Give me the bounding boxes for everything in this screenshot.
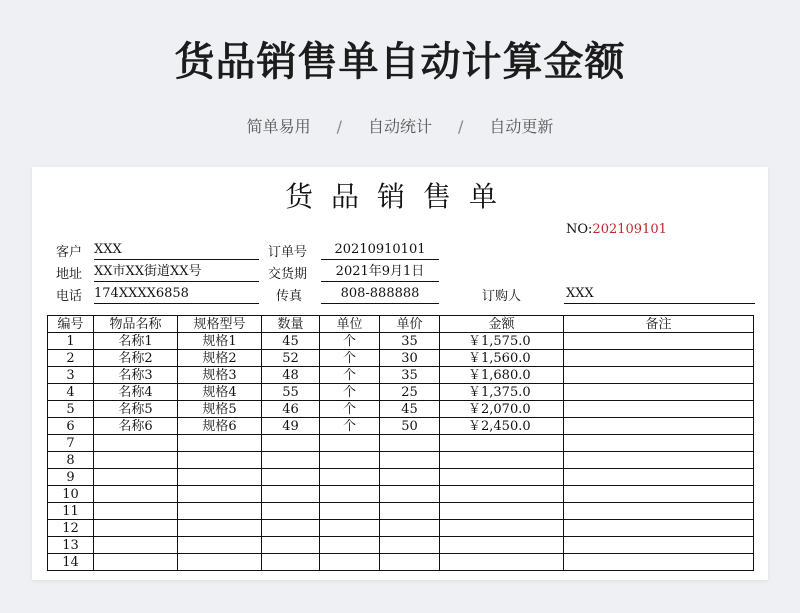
cell-quantity[interactable]: 55 [262,384,320,401]
table-row [48,503,754,520]
cell-quantity[interactable] [262,537,320,554]
cell-item-name[interactable] [94,469,178,486]
table-row [48,520,754,537]
cell-remarks[interactable] [564,503,754,520]
fax-label: 传真 [276,289,303,304]
cell-unit-price[interactable]: 45 [380,401,440,418]
cell-spec[interactable] [178,537,262,554]
cell-unit-price[interactable] [380,486,440,503]
delivery-date-value[interactable]: 2021年9月1日 [321,263,439,282]
cell-unit-price[interactable] [380,435,440,452]
table-row [48,418,754,435]
phone-label: 电话 [56,289,83,304]
cell-unit-price[interactable]: 35 [380,333,440,350]
cell-unit-price[interactable] [380,503,440,520]
cell-unit[interactable]: 个 [320,418,380,435]
cell-amount[interactable]: ￥1,575.0 [440,333,564,350]
table-row [48,401,754,418]
cell-quantity[interactable] [262,503,320,520]
cell-remarks[interactable] [564,554,754,571]
cell-spec[interactable] [178,469,262,486]
cell-no: 12 [48,520,94,537]
cell-spec[interactable]: 规格4 [178,384,262,401]
table-row [48,554,754,571]
address-label: 地址 [56,267,83,282]
cell-amount[interactable] [440,520,564,537]
cell-no: 13 [48,537,94,554]
header-no: 编号 [48,316,94,333]
customer-label: 客户 [56,245,83,260]
cell-spec[interactable]: 规格6 [178,418,262,435]
cell-amount[interactable] [440,486,564,503]
cell-spec[interactable] [178,486,262,503]
cell-spec[interactable]: 规格2 [178,350,262,367]
cell-quantity[interactable] [262,452,320,469]
cell-unit[interactable]: 个 [320,384,380,401]
cell-unit[interactable] [320,435,380,452]
header-amount: 金额 [440,316,564,333]
cell-spec[interactable] [178,503,262,520]
cell-spec[interactable] [178,452,262,469]
address-value[interactable]: XX市XX街道XX号 [94,263,259,282]
feature-separator: / [336,117,342,136]
cell-remarks[interactable] [564,384,754,401]
cell-quantity[interactable]: 48 [262,367,320,384]
items-body [48,333,754,571]
cell-remarks[interactable] [564,367,754,384]
cell-no: 7 [48,435,94,452]
cell-quantity[interactable]: 45 [262,333,320,350]
feature-easy-to-use: 简单易用 [246,117,311,136]
cell-spec[interactable]: 规格3 [178,367,262,384]
cell-unit[interactable] [320,469,380,486]
cell-item-name[interactable] [94,537,178,554]
feature-separator: / [458,117,464,136]
cell-no: 11 [48,503,94,520]
cell-amount[interactable] [440,503,564,520]
cell-unit-price[interactable] [380,469,440,486]
phone-value[interactable]: 174XXXX6858 [94,285,259,304]
cell-unit[interactable] [320,537,380,554]
table-row [48,452,754,469]
cell-quantity[interactable]: 46 [262,401,320,418]
header-remarks: 备注 [564,316,754,333]
cell-remarks[interactable] [564,350,754,367]
cell-unit[interactable]: 个 [320,350,380,367]
delivery-date-label: 交货期 [268,267,308,282]
cell-remarks[interactable] [564,452,754,469]
cell-unit[interactable] [320,520,380,537]
feature-auto-statistics: 自动统计 [367,117,432,136]
table-row [48,367,754,384]
cell-item-name[interactable] [94,452,178,469]
cell-quantity[interactable] [262,520,320,537]
cell-unit-price[interactable]: 25 [380,384,440,401]
cell-unit[interactable]: 个 [320,333,380,350]
cell-no: 9 [48,469,94,486]
cell-item-name[interactable] [94,554,178,571]
cell-amount[interactable] [440,452,564,469]
cell-amount[interactable]: ￥2,450.0 [440,418,564,435]
page-title: 货品销售单自动计算金额 [174,39,626,85]
cell-item-name[interactable]: 名称3 [94,367,178,384]
header-unit: 单位 [320,316,380,333]
sheet-title: 货品销售单 [284,180,515,213]
table-row [48,537,754,554]
header-item-name: 物品名称 [94,316,178,333]
cell-amount[interactable] [440,469,564,486]
items-table [47,315,754,571]
cell-item-name[interactable]: 名称2 [94,350,178,367]
cell-no: 6 [48,418,94,435]
cell-no: 3 [48,367,94,384]
cell-amount[interactable] [440,554,564,571]
cell-no: 4 [48,384,94,401]
header-quantity: 数量 [262,316,320,333]
cell-remarks[interactable] [564,469,754,486]
cell-spec[interactable]: 规格5 [178,401,262,418]
cell-no: 2 [48,350,94,367]
cell-unit[interactable] [320,486,380,503]
table-header-row [48,316,754,333]
table-row [48,469,754,486]
cell-no: 10 [48,486,94,503]
cell-unit-price[interactable] [380,537,440,554]
cell-unit[interactable] [320,452,380,469]
cell-item-name[interactable]: 名称6 [94,418,178,435]
cell-no: 1 [48,333,94,350]
cell-unit[interactable]: 个 [320,401,380,418]
cell-remarks[interactable] [564,435,754,452]
cell-no: 5 [48,401,94,418]
cell-quantity[interactable] [262,435,320,452]
cell-quantity[interactable]: 49 [262,418,320,435]
customer-value[interactable]: XXX [94,241,259,260]
cell-unit-price[interactable] [380,554,440,571]
cell-quantity[interactable] [262,486,320,503]
cell-remarks[interactable] [564,486,754,503]
cell-amount[interactable]: ￥1,680.0 [440,367,564,384]
cell-unit-price[interactable] [380,452,440,469]
cell-amount[interactable] [440,435,564,452]
header-spec: 规格型号 [178,316,262,333]
cell-item-name[interactable]: 名称1 [94,333,178,350]
fax-value[interactable]: 808-888888 [321,285,439,304]
cell-amount[interactable]: ￥1,560.0 [440,350,564,367]
cell-item-name[interactable] [94,503,178,520]
table-row [48,333,754,350]
cell-amount[interactable]: ￥1,375.0 [440,384,564,401]
cell-amount[interactable] [440,537,564,554]
order-number-value[interactable]: 20210910101 [321,241,439,260]
cell-item-name[interactable] [94,520,178,537]
feature-tagline [0,114,800,137]
cell-quantity[interactable]: 52 [262,350,320,367]
order-no-value: 202109101 [592,222,667,237]
cell-remarks[interactable] [564,333,754,350]
cell-item-name[interactable]: 名称5 [94,401,178,418]
cell-spec[interactable] [178,554,262,571]
cell-quantity[interactable] [262,469,320,486]
cell-unit[interactable] [320,503,380,520]
order-number-label: 订单号 [268,245,308,260]
cell-spec[interactable]: 规格1 [178,333,262,350]
order-no-label: NO: [566,222,593,237]
sales-sheet [32,167,768,580]
cell-unit-price[interactable]: 30 [380,350,440,367]
feature-auto-update: 自动更新 [489,117,554,136]
cell-remarks[interactable] [564,520,754,537]
buyer-label: 订购人 [482,289,522,304]
cell-unit[interactable] [320,554,380,571]
cell-unit-price[interactable]: 50 [380,418,440,435]
cell-unit[interactable]: 个 [320,367,380,384]
header-unit-price: 单价 [380,316,440,333]
cell-no: 8 [48,452,94,469]
table-row [48,350,754,367]
cell-remarks[interactable] [564,537,754,554]
table-row [48,384,754,401]
cell-no: 14 [48,554,94,571]
cell-unit-price[interactable]: 35 [380,367,440,384]
cell-item-name[interactable]: 名称4 [94,384,178,401]
cell-quantity[interactable] [262,554,320,571]
cell-item-name[interactable] [94,435,178,452]
buyer-value[interactable]: XXX [564,285,755,304]
cell-item-name[interactable] [94,486,178,503]
table-row [48,435,754,452]
order-number-tag [566,222,667,237]
cell-remarks[interactable] [564,401,754,418]
cell-spec[interactable] [178,435,262,452]
cell-spec[interactable] [178,520,262,537]
cell-remarks[interactable] [564,418,754,435]
table-row [48,486,754,503]
cell-unit-price[interactable] [380,520,440,537]
cell-amount[interactable]: ￥2,070.0 [440,401,564,418]
